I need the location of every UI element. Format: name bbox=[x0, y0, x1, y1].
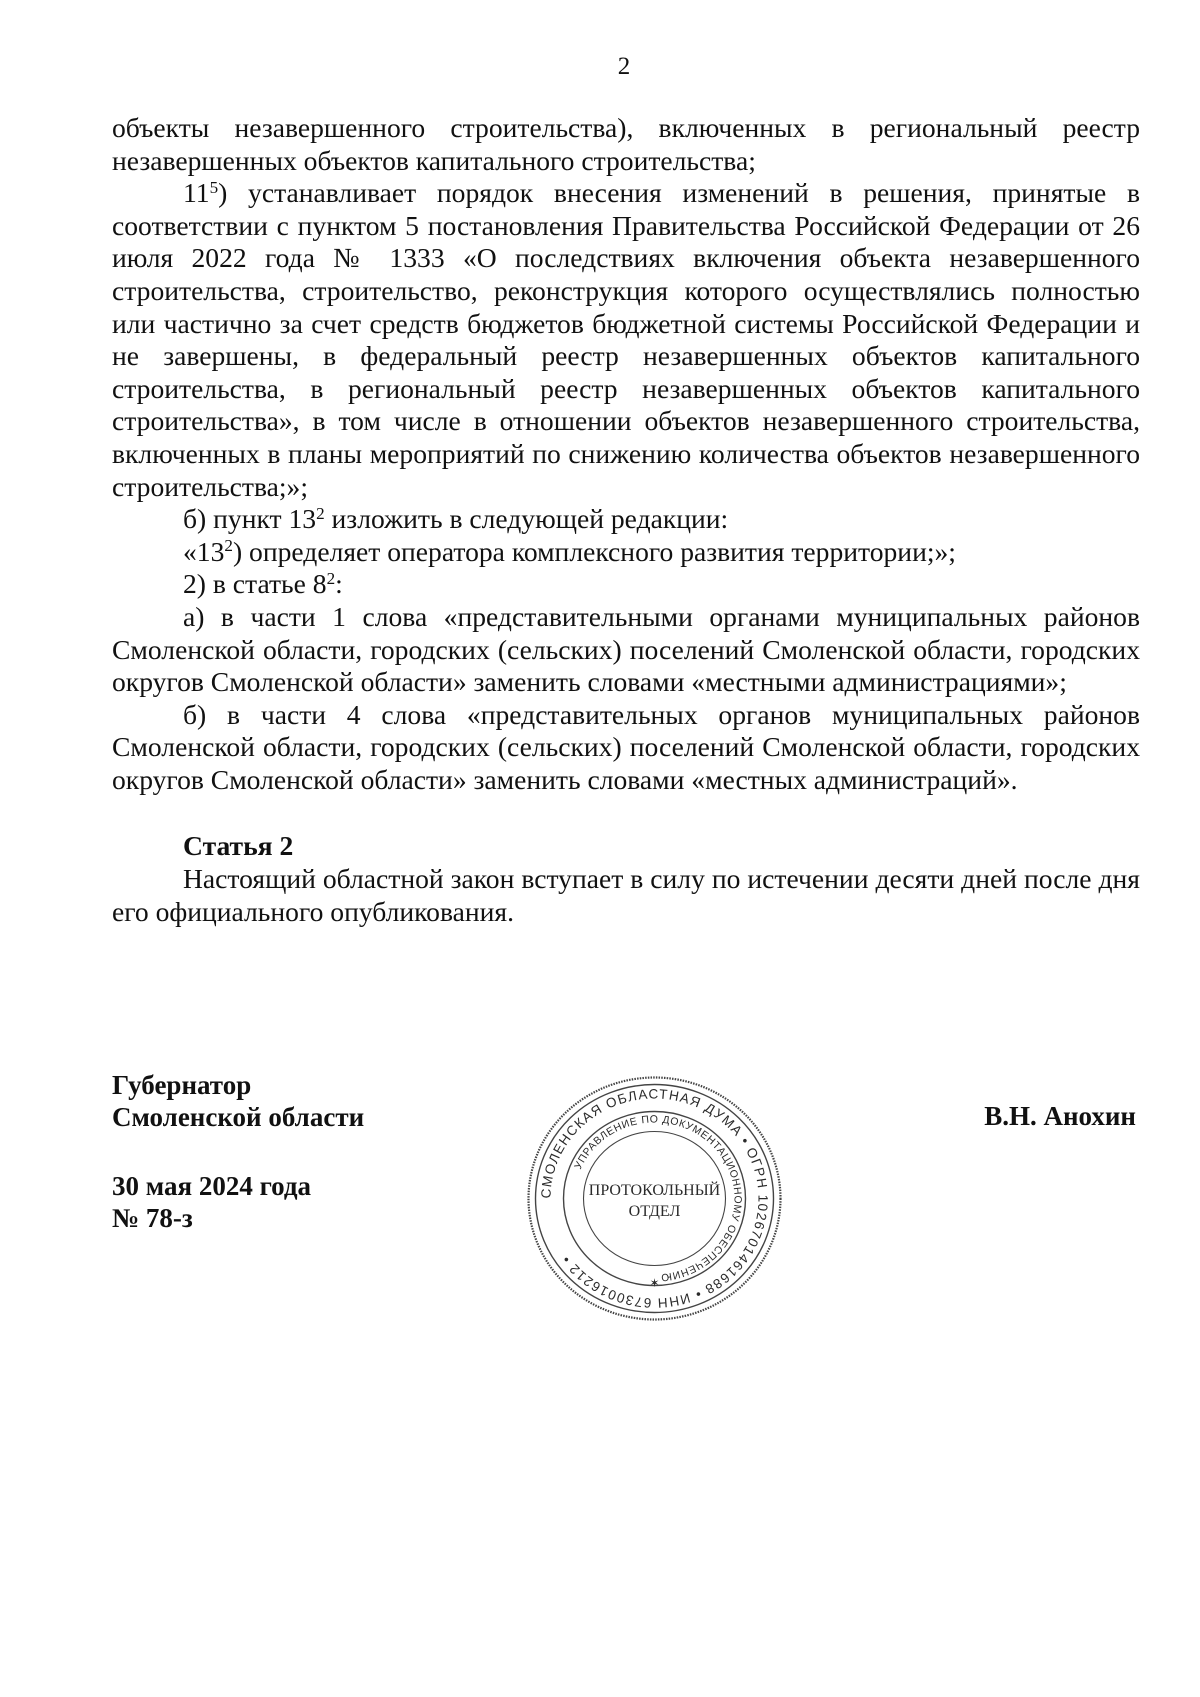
paragraph-2 bbox=[112, 177, 1140, 503]
paragraph-6: а) в части 1 слова «представительными органами муниципальных районов Смоленской области, городских (сельских) поселений Смоленской области, городских округов Смоленской области» заменить словами «местными администрациями»; bbox=[112, 600, 1140, 698]
law-number: № 78-з bbox=[112, 1203, 193, 1233]
paragraph-3-start: б) пункт 13 bbox=[183, 503, 317, 535]
paragraph-4-start: «13 bbox=[183, 535, 225, 567]
seal-inner-text: УПРАВЛЕНИЕ ПО ДОКУМЕНТАЦИОННОМУ ОБЕСПЕЧЕНИЮ bbox=[572, 1113, 744, 1284]
paragraph-3 bbox=[112, 503, 1140, 536]
signatory-name: В.Н. Анохин bbox=[984, 1101, 1136, 1131]
item-number: 11 bbox=[183, 177, 210, 209]
page-number: 2 bbox=[617, 53, 631, 80]
paragraph-3-text: изложить в следующей редакции: bbox=[324, 503, 729, 535]
position-line-1: Губернатор bbox=[112, 1070, 252, 1100]
seal-star-icon: ✶ bbox=[649, 1276, 660, 1290]
paragraph-4 bbox=[112, 536, 1140, 569]
official-seal bbox=[522, 1073, 787, 1324]
paragraph-4-text: ) определяет оператора комплексного развития территории;»; bbox=[232, 535, 956, 567]
paragraph-5-start: 2) в статье 8 bbox=[183, 568, 327, 600]
position-line-2: Смоленской области bbox=[112, 1102, 365, 1132]
superscript: 2 bbox=[224, 536, 233, 556]
superscript: 5 bbox=[209, 177, 219, 197]
signature-block bbox=[112, 1069, 364, 1234]
superscript: 2 bbox=[326, 568, 336, 588]
seal-center-line-2: ОТДЕЛ bbox=[628, 1203, 681, 1220]
document-body bbox=[112, 112, 1140, 928]
paragraph-2-text: ) устанавливает порядок внесения изменений в решения, принятые в соответствии с пунктом 5 постановления Правительства Российской Федерации от 26 июля 2022 года № 1333 «О последствиях включения объекта незавершенного строительства, строительство, реконструкция которого осуществлялись полностью или частично за счет средств бюджетов бюджетной системы Российской Федерации и не завершены, в федеральный реестр незавершенных объектов капитального строительства, в региональный реестр незавершенных объектов капитального строительства», в том числе в отношении объектов незавершенного строительства, включенных в планы мероприятий по снижению количества объектов незавершенного строительства;»; bbox=[112, 177, 1140, 502]
article-title: Статья 2 bbox=[183, 830, 294, 862]
paragraph-5 bbox=[112, 568, 1140, 601]
paragraph-1: объекты незавершенного строительства), включенных в региональный реестр незавершенных объектов капитального строительства; bbox=[112, 112, 1140, 176]
seal-center-line-1: ПРОТОКОЛЬНЫЙ bbox=[588, 1182, 721, 1199]
law-date: 30 мая 2024 года bbox=[112, 1171, 312, 1201]
paragraph-5-text: : bbox=[335, 568, 343, 600]
paragraph-8: Настоящий областной закон вступает в силу по истечении десяти дней после дня его официального опубликования. bbox=[112, 863, 1140, 927]
superscript: 2 bbox=[316, 503, 325, 523]
seal-outer-text: СМОЛЕНСКАЯ ОБЛАСТНАЯ ДУМА • ОГРН 1026701461688 • ИНН 6730016212 • bbox=[538, 1086, 771, 1311]
paragraph-7: б) в части 4 слова «представительных органов муниципальных районов Смоленской области, городских (сельских) поселений Смоленской области, городских округов Смоленской области» заменить словами «местных администраций». bbox=[112, 698, 1140, 795]
